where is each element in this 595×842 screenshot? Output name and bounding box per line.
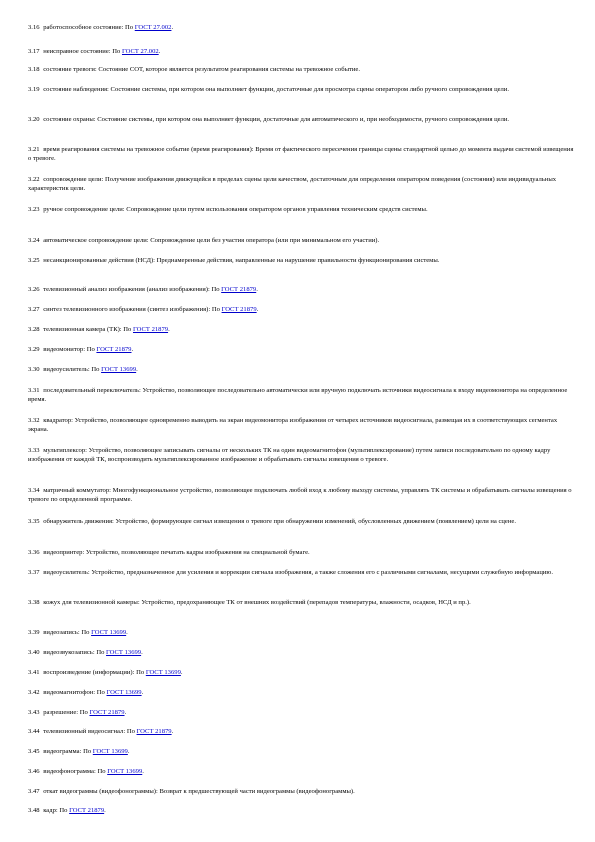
entry-number: 3.40 <box>28 648 40 656</box>
entry-term: видеоусилитель: <box>43 568 90 576</box>
gost-reference-link[interactable]: ГОСТ 13699 <box>91 628 127 636</box>
entry-term: воспроизведение (информации): <box>43 668 135 676</box>
entry-term: состояние наблюдения: <box>43 85 109 93</box>
entry-tail: . <box>256 305 259 313</box>
entry-text: По <box>79 708 88 716</box>
gost-reference-link[interactable]: ГОСТ 13699 <box>145 668 181 676</box>
entry-text: По <box>125 23 134 31</box>
entry-text: Устройство, предназначенное для усиления и коррекции сигнала изображения, а также сложения его с различными сигналами, несущими служебную информацию. <box>91 568 553 576</box>
entry-term: видеограмма: <box>43 747 82 755</box>
entry-term: работоспособное состояние: <box>43 23 124 31</box>
entry-number: 3.32 <box>28 416 40 424</box>
gost-reference-link[interactable]: ГОСТ 13699 <box>106 648 142 656</box>
entry-number: 3.33 <box>28 446 40 454</box>
entry-text: По <box>96 688 105 696</box>
gost-reference-link[interactable]: ГОСТ 21879 <box>221 285 257 293</box>
entry-term: синтез телевизионного изображения (синтез изображения): <box>43 305 211 313</box>
entry-tail: . <box>124 708 127 716</box>
entry-term: видеозапись: <box>43 628 80 636</box>
gost-reference-link[interactable]: ГОСТ 21879 <box>96 345 132 353</box>
entry-term: матричный коммутатор: <box>43 486 111 494</box>
gost-reference-link[interactable]: ГОСТ 27.002 <box>121 47 159 55</box>
entry-number: 3.44 <box>28 727 40 735</box>
entry-text: Устройство, формирующее сигнал извещения о тревоге при обнаружении изменений, обусловленных движением (появлением) цели на сцене. <box>115 517 516 525</box>
entry-term: откат видеограммы (видеофонограммы): <box>43 787 158 795</box>
gost-reference-link[interactable]: ГОСТ 13699 <box>107 767 143 775</box>
definition-entry <box>28 345 576 355</box>
gost-reference-link[interactable]: ГОСТ 13699 <box>101 365 137 373</box>
entry-term: видеомагнитофон: <box>43 688 96 696</box>
entry-number: 3.43 <box>28 708 40 716</box>
entry-text: По <box>96 648 105 656</box>
gost-reference-link[interactable]: ГОСТ 27.002 <box>134 23 172 31</box>
gost-reference-link[interactable]: ГОСТ 21879 <box>221 305 257 313</box>
definition-entry <box>28 23 576 33</box>
entry-text: Состояние СОТ, которое является результатом реагирования системы на тревожное событие. <box>98 65 360 73</box>
entry-number: 3.24 <box>28 236 40 244</box>
definition-entry <box>28 708 576 718</box>
entry-text: Получение изображения движущейся в пределах сцены цели качеством, достаточным для определения оператором поведения (состояния) или индивидуальных характеристик цели. <box>28 175 557 193</box>
entry-number: 3.30 <box>28 365 40 373</box>
entry-text: По <box>83 747 92 755</box>
entry-text: Преднамеренные действия, направленные на нарушение правильности функционирования системы. <box>156 256 440 264</box>
entry-text: По <box>59 806 68 814</box>
definition-entry <box>28 65 576 75</box>
entry-term: последовательный переключатель: <box>43 386 141 394</box>
entry-number: 3.29 <box>28 345 40 353</box>
definition-entry <box>28 787 576 797</box>
definition-entry <box>28 767 576 777</box>
entry-number: 3.26 <box>28 285 40 293</box>
entry-tail: . <box>131 345 134 353</box>
definition-entry <box>28 688 576 698</box>
definition-entry <box>28 446 576 465</box>
entry-term: телевизионный видеосигнал: <box>43 727 126 735</box>
entry-number: 3.36 <box>28 548 40 556</box>
entry-term: ручное сопровождение цели: <box>43 205 125 213</box>
entry-tail: . <box>127 747 130 755</box>
entry-number: 3.41 <box>28 668 40 676</box>
definition-entry <box>28 486 576 505</box>
gost-reference-link[interactable]: ГОСТ 21879 <box>69 806 105 814</box>
entry-number: 3.17 <box>28 47 40 55</box>
entry-text: Устройство, позволяющее записывать сигналы от нескольких ТК на один видеомагнитофон (мультиплексирование) путем записи последовательно по одному кадру изображения от каждой ТК, воспроизводить мультиплексированное изображение и обрабатывать сигналы извещения о тревоге. <box>28 446 551 464</box>
entry-term: обнаружитель движения: <box>43 517 114 525</box>
entry-text: Сопровождение цели без участия оператора (или при минимальном его участии). <box>150 236 380 244</box>
entry-number: 3.45 <box>28 747 40 755</box>
entry-term: телевизионный анализ изображения (анализ изображения): <box>43 285 210 293</box>
entry-text: По <box>136 668 145 676</box>
entry-text: По <box>211 285 220 293</box>
entry-term: мультиплексор: <box>43 446 87 454</box>
entry-number: 3.39 <box>28 628 40 636</box>
definition-entry <box>28 325 576 335</box>
entry-term: кожух для телевизионной камеры: <box>43 598 140 606</box>
entry-text: По <box>123 325 132 333</box>
gost-reference-link[interactable]: ГОСТ 13699 <box>92 747 128 755</box>
entry-number: 3.20 <box>28 115 40 123</box>
entry-tail: . <box>171 23 174 31</box>
entry-number: 3.28 <box>28 325 40 333</box>
entry-text: Устройство, позволяющее одновременно выводить на экран видеомонитора изображения от четырех источников видеосигнала, размещая их в соответствующих сегментах экрана. <box>28 416 558 434</box>
entry-term: телевизионная камера (ТК): <box>43 325 122 333</box>
definition-entry <box>28 628 576 638</box>
entry-term: состояние охраны: <box>43 115 96 123</box>
entry-term: кадр: <box>43 806 58 814</box>
entry-term: несанкционированные действия (НСД): <box>43 256 156 264</box>
entry-text: Устройство, предохраняющее ТК от внешних воздействий (перепадов температуры, влажности, осадков, НСД и пр.). <box>141 598 471 606</box>
gost-reference-link[interactable]: ГОСТ 21879 <box>136 727 172 735</box>
definition-entry <box>28 727 576 737</box>
entry-term: разрешение: <box>43 708 79 716</box>
entry-tail: . <box>104 806 106 814</box>
entry-term: видеофонограмма: <box>43 767 96 775</box>
entry-tail: . <box>126 628 128 636</box>
definition-entry <box>28 115 576 125</box>
entry-term: сопровождение цели: <box>43 175 104 183</box>
entry-number: 3.31 <box>28 386 40 394</box>
entry-number: 3.35 <box>28 517 40 525</box>
entry-text: Многофункциональное устройство, позволяющее подключать любой вход к любому выходу системы, управлять ТК системы и обрабатывать сигналы извещения о тревоге по определенной программе. <box>28 486 572 504</box>
gost-reference-link[interactable]: ГОСТ 21879 <box>133 325 169 333</box>
entry-text: Возврат к предшествующей части видеограммы (видеофонограммы). <box>159 787 355 795</box>
entry-text: Время от фактического пересечения границы сцены стандартной целью до момента выдачи системой извещения о тревоге. <box>28 145 574 163</box>
entry-number: 3.34 <box>28 486 40 494</box>
entry-tail: . <box>168 325 170 333</box>
entry-text: По <box>97 767 106 775</box>
entry-term: квадратор: <box>43 416 73 424</box>
entry-term: неисправное состояние: <box>43 47 111 55</box>
definition-entry <box>28 568 576 578</box>
entry-term: видеомонитор: <box>43 345 86 353</box>
entry-tail: . <box>142 767 144 775</box>
entry-tail: . <box>136 365 138 373</box>
definition-entry <box>28 386 576 405</box>
entry-number: 3.19 <box>28 85 40 93</box>
entry-number: 3.27 <box>28 305 40 313</box>
entry-text: По <box>211 305 220 313</box>
entry-tail: . <box>180 668 183 676</box>
definition-entry <box>28 236 576 246</box>
entry-number: 3.23 <box>28 205 40 213</box>
entry-tail: . <box>158 47 161 55</box>
entry-text: Состояние системы, при котором она выполняет функции, достаточные для просмотра сцены оператором либо ручного сопровождения цели. <box>110 85 509 93</box>
definition-entry <box>28 548 576 558</box>
definition-entry <box>28 205 576 215</box>
definition-entry <box>28 365 576 375</box>
entry-term: состояние тревоги: <box>43 65 97 73</box>
entry-number: 3.25 <box>28 256 40 264</box>
gost-reference-link[interactable]: ГОСТ 21879 <box>89 708 125 716</box>
entry-number: 3.18 <box>28 65 40 73</box>
definition-entry <box>28 416 576 435</box>
definition-entry <box>28 85 576 95</box>
entry-term: видеоусилитель: <box>43 365 90 373</box>
entry-tail: . <box>171 727 174 735</box>
entry-text: По <box>81 628 90 636</box>
definition-entry <box>28 256 576 266</box>
entry-text: Устройство, позволяющее печатать кадры изображения на специальной бумаге. <box>85 548 310 556</box>
entry-text: По <box>112 47 121 55</box>
definition-entry <box>28 175 576 194</box>
entry-number: 3.42 <box>28 688 40 696</box>
definition-entry <box>28 668 576 678</box>
definition-entry <box>28 648 576 658</box>
definition-entry <box>28 806 576 816</box>
entry-number: 3.21 <box>28 145 40 153</box>
entry-term: время реагирования системы на тревожное событие (время реагирования): <box>43 145 254 153</box>
entry-tail: . <box>141 648 143 656</box>
entry-number: 3.16 <box>28 23 40 31</box>
entry-term: автоматическое сопровождение цели: <box>43 236 149 244</box>
definition-entry <box>28 598 576 608</box>
definition-entry <box>28 747 576 757</box>
entry-tail: . <box>256 285 258 293</box>
definition-entry <box>28 47 576 57</box>
entry-term: видеопринтер: <box>43 548 85 556</box>
definition-entry <box>28 305 576 315</box>
definition-entry <box>28 285 576 295</box>
entry-tail: . <box>141 688 144 696</box>
entry-text: Состояние системы, при котором она выполняет функции, достаточные для автоматического и, при необходимости, ручного сопровождения цели. <box>97 115 510 123</box>
definition-entry <box>28 145 576 164</box>
gost-reference-link[interactable]: ГОСТ 13699 <box>106 688 142 696</box>
entry-number: 3.48 <box>28 806 40 814</box>
entry-number: 3.47 <box>28 787 40 795</box>
entry-number: 3.22 <box>28 175 40 183</box>
entry-text: По <box>126 727 135 735</box>
entry-number: 3.46 <box>28 767 40 775</box>
entry-text: По <box>86 345 95 353</box>
entry-text: Сопровождение цели путем использования оператором органов управления техническим средств системы. <box>126 205 428 213</box>
entry-number: 3.37 <box>28 568 40 576</box>
entry-text: Устройство, позволяющее последовательно автоматически или вручную подключать источники видеосигнала к входу видеомонитора на определенное время. <box>28 386 568 404</box>
entry-text: По <box>91 365 100 373</box>
entry-number: 3.38 <box>28 598 40 606</box>
definition-entry <box>28 517 576 527</box>
entry-term: видеозвукозапись: <box>43 648 95 656</box>
